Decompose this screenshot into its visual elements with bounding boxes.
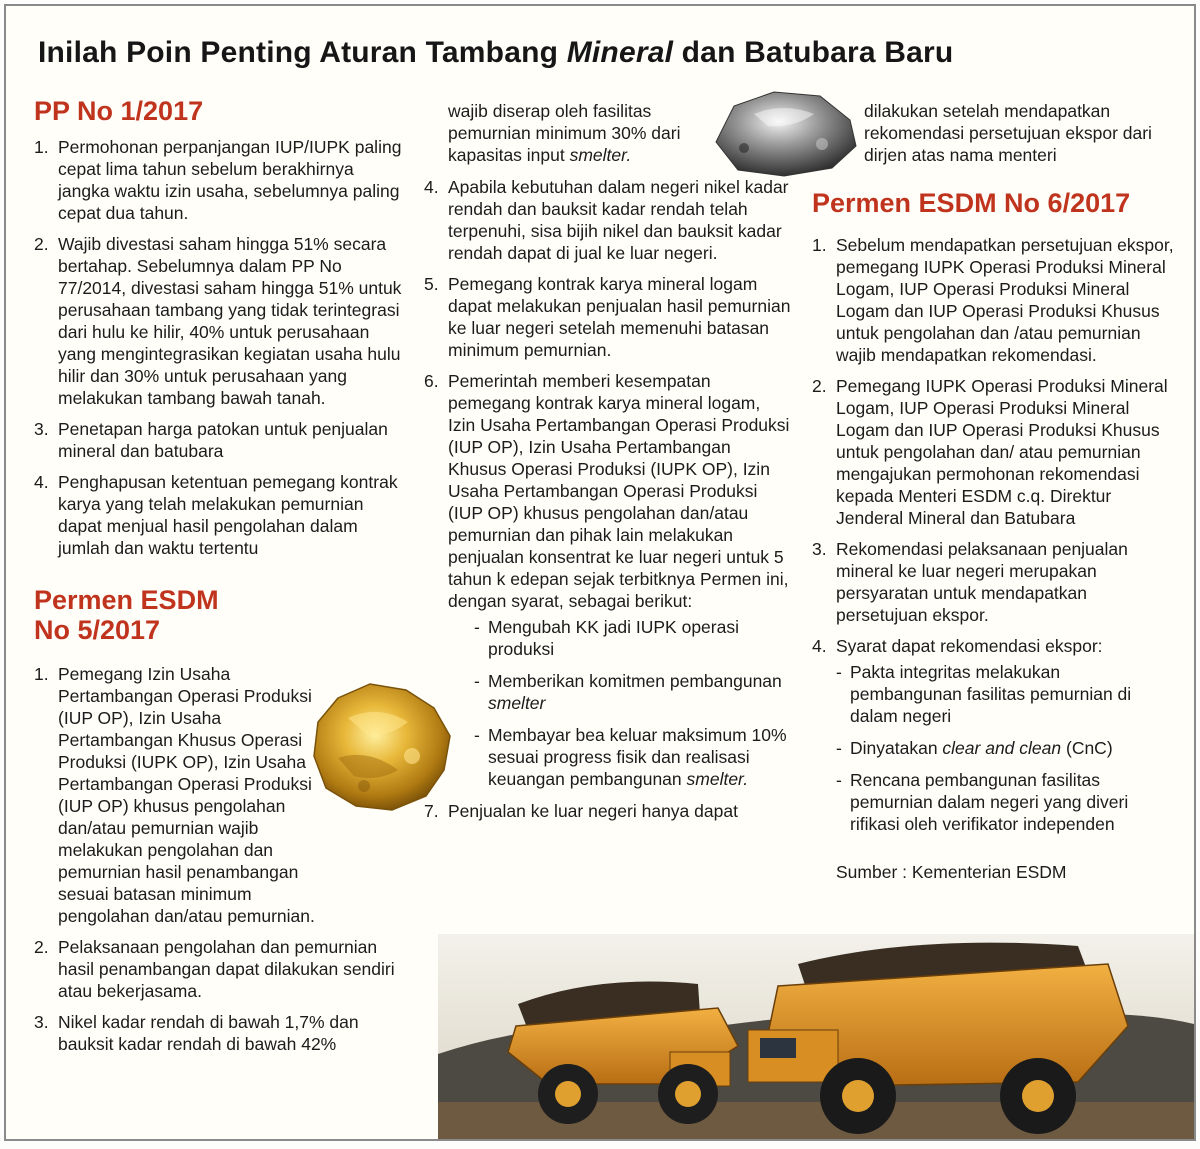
item-number: 2.	[34, 937, 49, 957]
list-item	[424, 800, 792, 822]
list-item	[34, 1011, 406, 1055]
sub-item	[836, 737, 1174, 759]
sub-dash: -	[474, 725, 480, 745]
list-item	[34, 936, 406, 1002]
item-number: 5.	[424, 274, 439, 294]
sub-dash: -	[474, 671, 480, 691]
nickel-ore-rock-image	[704, 84, 862, 180]
sub-item	[474, 724, 792, 790]
item-text: Pemegang kontrak karya mineral logam dapat melakukan penjualan hasil pemurnian ke luar negeri setelah memenuhi batasan minimum pemurnian.	[448, 274, 791, 360]
item-number: 2.	[34, 234, 49, 254]
heading-line: No 5/2017	[34, 615, 161, 645]
item-text: Pelaksanaan pengolahan dan pemurnian hasil penambangan dapat dilakukan sendiri atau bekerjasama.	[58, 937, 395, 1001]
list-item	[34, 418, 406, 462]
item-number: 1.	[34, 664, 49, 684]
list-item	[812, 538, 1174, 626]
item-number: 3.	[34, 1012, 49, 1032]
sub-em: smelter.	[686, 769, 749, 789]
list-item	[34, 471, 406, 559]
sub-dash: -	[836, 738, 842, 758]
list-item	[34, 233, 406, 409]
sub-dash: -	[474, 617, 480, 637]
item-text: Syarat dapat rekomendasi ekspor:	[836, 636, 1103, 656]
title-part2: Mineral	[566, 36, 674, 69]
list-item	[424, 273, 792, 361]
item-text: Pemerintah memberi kesempatan pemegang kontrak karya mineral logam, Izin Usaha Pertambangan Operasi Produksi (IUP OP), Izin Usaha Pertambangan Khusus Operasi Produksi (IUPK OP), Izin Usaha Pertambangan Operasi Produksi (IUP OP) khusus pengolahan dan/atau pemurnian dan pihak lain melakukan penjualan konsentrat ke luar negeri untuk 5 tahun k edepan sejak terbitknya Permen ini, dengan syarat, sebagai berikut:	[448, 371, 790, 611]
permen6-list	[812, 234, 1174, 835]
item-text: Penetapan harga patokan untuk penjualan mineral dan batubara	[58, 419, 388, 461]
sub-item	[836, 769, 1174, 835]
item-text: Penjualan ke luar negeri hanya dapat	[448, 801, 738, 821]
item-text: Penghapusan ketentuan pemegang kontrak karya yang telah melakukan pemurnian dapat menjual hasil pengolahan dalam jumlah dan waktu tertentu	[58, 472, 398, 558]
item-text: Pemegang IUPK Operasi Produksi Mineral Logam, IUP Operasi Produksi Mineral Logam dan IUP Operasi Produksi Khusus untuk pengolahan dan/ atau pemurnian mengajukan permohonan rekomendasi kepada Menteri ESDM c.q. Direktur Jenderal Mineral dan Batubara	[836, 376, 1168, 528]
item-text: Rekomendasi pelaksanaan penjualan mineral ke luar negeri merupakan persyaratan untuk mendapatkan persetujuan ekspor.	[836, 539, 1128, 625]
item-text: Nikel kadar rendah di bawah 1,7% dan bauksit kadar rendah di bawah 42%	[58, 1012, 359, 1054]
continued-text-body: wajib diserap oleh fasilitas pemurnian minimum 30% dari kapasitas input	[448, 101, 681, 165]
sub-text: Mengubah KK jadi IUPK operasi produksi	[488, 617, 739, 659]
item-text: Permohonan perpanjangan IUP/IUPK paling cepat lima tahun sebelum berakhirnya jangka waktu izin usaha, sebelumnya paling cepat dua tahun.	[58, 137, 402, 223]
item-number: 1.	[34, 137, 49, 157]
item-number: 3.	[812, 539, 827, 559]
item-number: 2.	[812, 376, 827, 396]
sub-dash: -	[836, 770, 842, 790]
sub-text: Pakta integritas melakukan pembangunan fasilitas pemurnian di dalam negeri	[850, 662, 1132, 726]
item-number: 1.	[812, 235, 827, 255]
sub-text: Rencana pembangunan fasilitas pemurnian dalam negeri yang diveri rifikasi oleh verifikator independen	[850, 770, 1129, 834]
mining-trucks-image	[438, 934, 1194, 1139]
list-item	[812, 375, 1174, 529]
pp-list	[34, 136, 406, 559]
item-number: 7.	[424, 801, 439, 821]
item-text: Apabila kebutuhan dalam negeri nikel kadar rendah dan bauksit kadar rendah telah terpenuhi, sisa bijih nikel dan bauksit kadar rendah dapat di jual ke luar negeri.	[448, 177, 789, 263]
column-middle	[424, 100, 792, 831]
item-number: 4.	[34, 472, 49, 492]
list-item	[424, 370, 792, 790]
item-number: 4.	[424, 177, 439, 197]
section-heading-permen-5-2017	[34, 585, 406, 645]
item-text: Wajib divestasi saham hingga 51% secara bertahap. Sebelumnya dalam PP No 77/2014, divestasi saham hingga 51% untuk perusahaan tambang yang tidak terintegrasi dari hulu ke hilir, 40% untuk perusahaan yang mengintegrasikan kegiatan usaha hulu hilir dan 30% untuk perusahaan yang melakukan tambang bawah tanah.	[58, 234, 402, 408]
item-number: 3.	[34, 419, 49, 439]
item-number: 4.	[812, 636, 827, 656]
column-left	[34, 96, 406, 1064]
sub-em: smelter	[488, 693, 546, 713]
section-heading-permen-6-2017: Permen ESDM No 6/2017	[812, 188, 1131, 218]
sub-dash: -	[836, 662, 842, 682]
sub-text: Memberikan komitmen pembangunan	[488, 671, 782, 691]
gold-nugget-image	[308, 678, 456, 814]
sub-tail: (CnC)	[1061, 738, 1113, 758]
permen5-list-cont	[424, 176, 792, 822]
section-heading-pp-1-2017: PP No 1/2017	[34, 96, 204, 126]
sub-em: clear and clean	[942, 738, 1062, 758]
item-number: 6.	[424, 371, 439, 391]
sub-list	[836, 661, 1174, 835]
list-item	[812, 635, 1174, 835]
sub-text: Membayar bea keluar maksimum 10% sesuai progress fisik dan realisasi keuangan pembangunan	[488, 725, 787, 789]
sub-item	[474, 670, 792, 714]
sub-item	[474, 616, 792, 660]
heading-line: Permen ESDM	[34, 585, 219, 615]
list-item	[424, 176, 792, 264]
item-text: Sebelum mendapatkan persetujuan ekspor, pemegang IUPK Operasi Produksi Mineral Logam, IUP Operasi Produksi Mineral Logam dan IUP Operasi Produksi Khusus untuk pengolahan dan /atau pemurnian wajib mendapatkan rekomendasi.	[836, 235, 1174, 365]
title-part3: dan Batubara Baru	[673, 36, 954, 69]
sub-list	[474, 616, 792, 790]
column-right	[812, 100, 1174, 883]
item7-continued-text: dilakukan setelah mendapatkan rekomendasi persetujuan ekspor dari dirjen atas nama menteri	[864, 101, 1152, 165]
list-item	[812, 234, 1174, 366]
source-credit: Sumber : Kementerian ESDM	[836, 862, 1067, 882]
infographic-page	[4, 4, 1196, 1141]
title-part1: Inilah Poin Penting Aturan Tambang	[38, 36, 567, 69]
item-text: Pemegang Izin Usaha Pertambangan Operasi Produksi (IUP OP), Izin Usaha Pertambangan Khusus Operasi Produksi (IUPK OP), Izin Usaha Pertambangan Operasi Produksi (IUP OP) khusus pengolahan dan/atau pemurnian wajib melakukan pengolahan dan pemurnian hasil penambangan sesuai batasan minimum pengolahan dan/atau pemurnian.	[58, 664, 315, 926]
sub-item	[836, 661, 1174, 727]
continued-text-em: smelter.	[569, 145, 632, 165]
page-title	[38, 36, 953, 70]
sub-text: Dinyatakan	[850, 738, 943, 758]
list-item	[34, 136, 406, 224]
